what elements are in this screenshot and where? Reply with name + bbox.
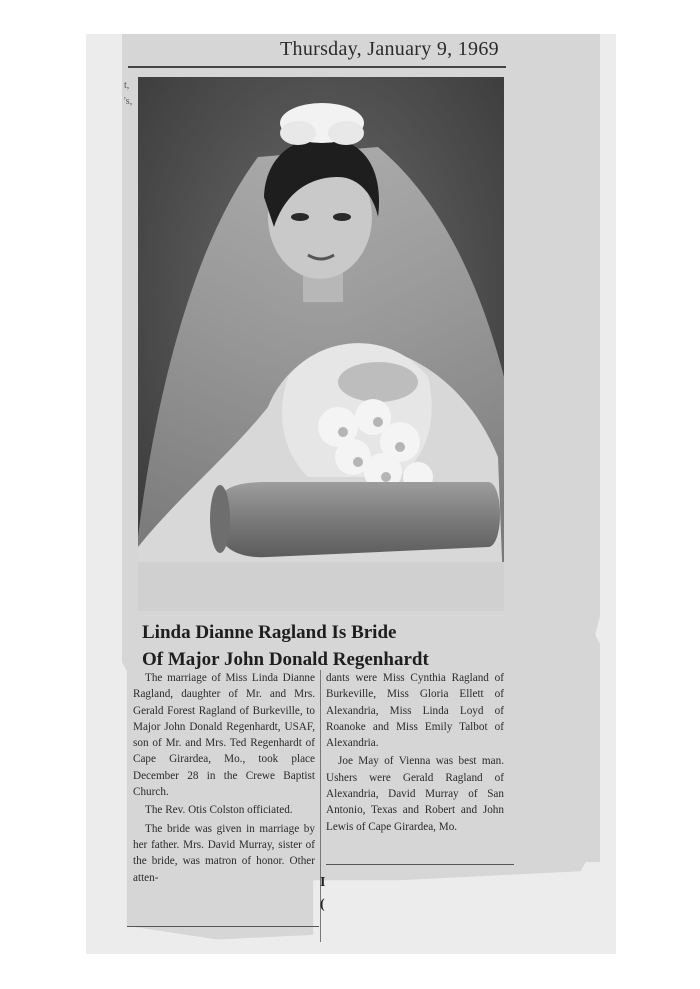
article-column-left <box>133 670 315 888</box>
article-column-right <box>326 670 504 837</box>
fragment-char: ( <box>320 897 325 912</box>
article-paragraph: The bride was given in marriage by her father. Mrs. David Murray, sister of the bride, was matron of honor. Other atten- <box>133 822 315 884</box>
article-paragraph: The marriage of Miss Linda Dianne Ragland, daughter of Mr. and Mrs. Gerald Forest Ragland of Burkeville, to Major John Donald Regenhardt, USAF, son of Mr. and Mrs. Ted Regenhardt of Cape Girardea, Mo., took place December 28 in the Crewe Baptist Church. <box>133 672 315 799</box>
article-paragraph: dants were Miss Cynthia Ragland of Burkeville, Miss Gloria Ellett of Alexandria, Miss Linda Loyd of Roanoke and Miss Emily Talbot of Alexandria. <box>326 672 504 750</box>
headline <box>142 619 522 673</box>
dateline-rule <box>128 66 506 68</box>
torn-fragment-text <box>320 872 325 916</box>
side-mark: t, <box>124 80 130 91</box>
side-mark: 's, <box>124 96 133 107</box>
article-paragraph: Joe May of Vienna was best man. Ushers were Gerald Ragland of Alexandria, David Murray of San Antonio, Texas and Robert and John Lewis of Cape Girardea, Mo. <box>326 755 504 833</box>
side-marks <box>124 78 134 110</box>
headline-line-2: Of Major John Donald Regenhardt <box>142 649 429 670</box>
fragment-char: I <box>320 875 326 890</box>
headline-line-1: Linda Dianne Ragland Is Bride <box>142 622 397 643</box>
bride-portrait-image <box>138 77 504 611</box>
bottom-rule <box>127 926 319 927</box>
column-end-rule <box>326 864 514 865</box>
bride-photo <box>138 77 504 611</box>
article-paragraph: The Rev. Otis Colston officiated. <box>145 804 293 817</box>
dateline: Thursday, January 9, 1969 <box>280 38 499 60</box>
